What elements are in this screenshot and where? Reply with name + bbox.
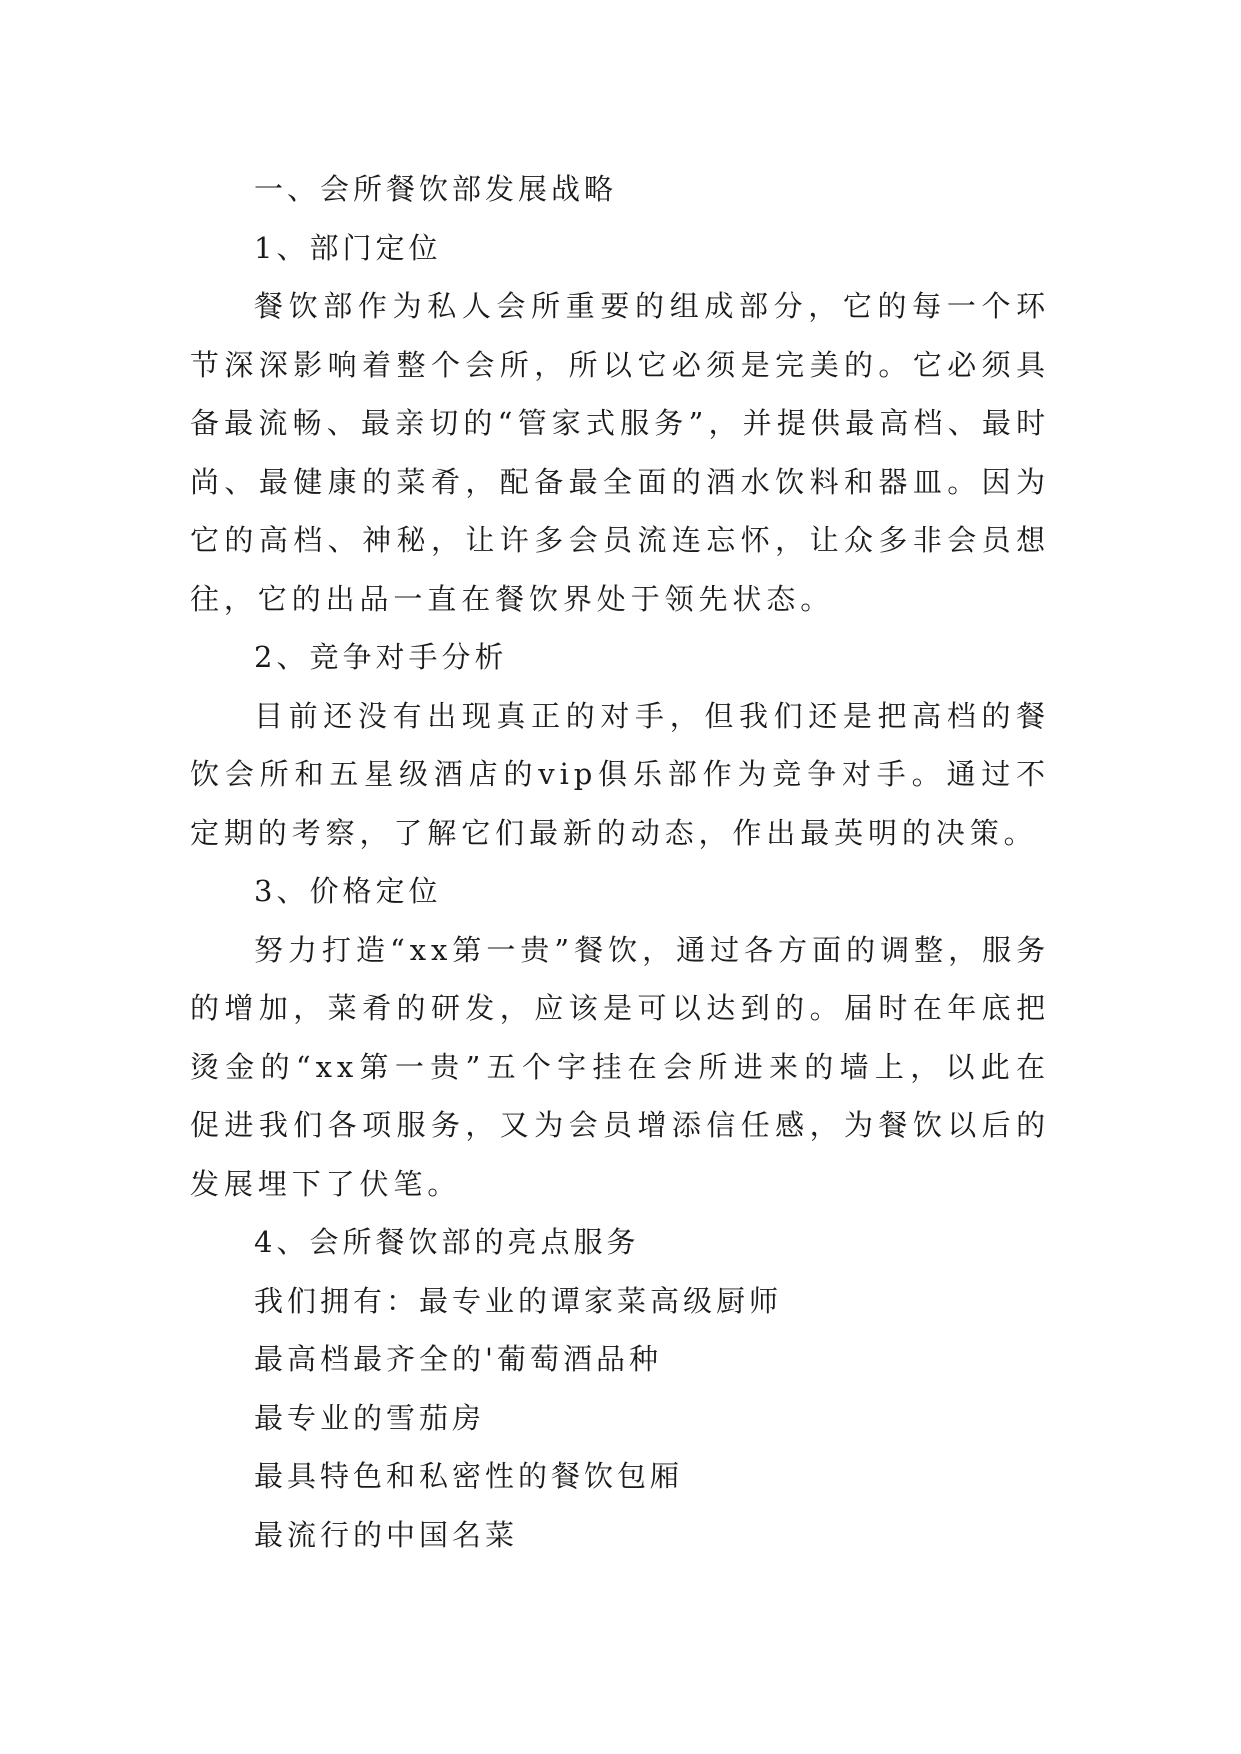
section-paragraph-pricing: 努力打造“xx第一贵”餐饮，通过各方面的调整，服务的增加，菜肴的研发，应该是可以达到的。届时在年底把烫金的“xx第一贵”五个字挂在会所进来的墙上，以此在促进我们各项服务，又为会员增添信任感，为餐饮以后的发展埋下了伏笔。 <box>190 932 1050 1201</box>
document-body <box>190 160 1050 1564</box>
highlight-item: 最高档最齐全的'葡萄酒品种 <box>254 1342 662 1376</box>
document-heading: 一、会所餐饮部发展战略 <box>254 172 618 206</box>
highlight-item: 最流行的中国名菜 <box>254 1517 519 1552</box>
highlight-item: 我们拥有：最专业的谭家菜高级厨师 <box>254 1283 783 1318</box>
section-title-pricing: 3、价格定位 <box>254 874 442 908</box>
highlight-item: 最具特色和私密性的餐饮包厢 <box>254 1459 684 1493</box>
highlight-item: 最专业的雪茄房 <box>254 1400 486 1435</box>
section-title-highlights: 4、会所餐饮部的亮点服务 <box>254 1225 640 1259</box>
section-title-competitors: 2、竞争对手分析 <box>254 640 508 674</box>
section-paragraph-positioning: 餐饮部作为私人会所重要的组成部分，它的每一个环节深深影响着整个会所，所以它必须是完美的。它必须具备最流畅、最亲切的“管家式服务”，并提供最高档、最时尚、最健康的菜肴，配备最全面的酒水饮料和器皿。因为它的高档、神秘，让许多会员流连忘怀，让众多非会员想往，它的出品一直在餐饮界处于领先状态。 <box>190 289 1050 616</box>
section-paragraph-competitors: 目前还没有出现真正的对手，但我们还是把高档的餐饮会所和五星级酒店的vip俱乐部作为竞争对手。通过不定期的考察，了解它们最新的动态，作出最英明的决策。 <box>190 698 1050 850</box>
section-title-positioning: 1、部门定位 <box>254 230 442 265</box>
